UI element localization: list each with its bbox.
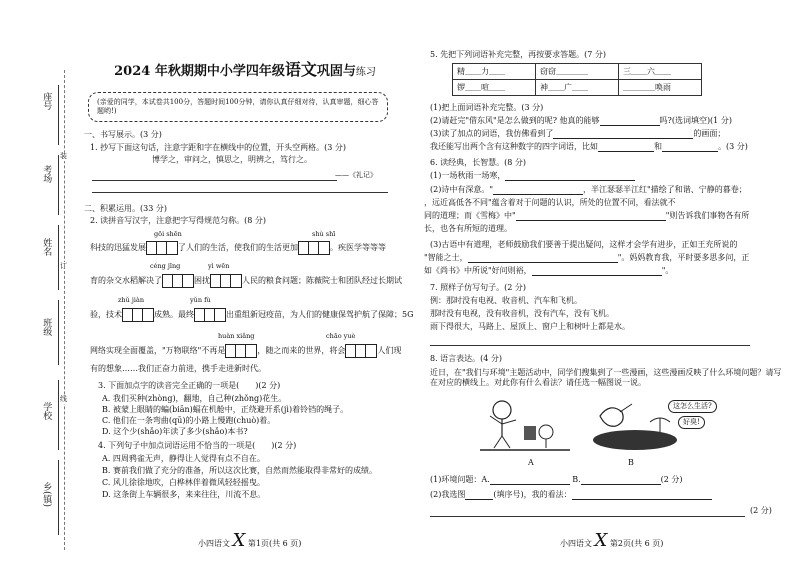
q8-blank-d[interactable]: [572, 499, 712, 500]
q2-row-5: 有的想象……我们正奋力前进，携手走进新时代。: [90, 364, 266, 373]
binding-sidebar: [0, 0, 80, 561]
q5-sub-3-c: 我还能写出两个含有这种数字的四字词语，比如: [430, 142, 598, 151]
q2-text-b1: 育的杂交水稻解决了: [90, 276, 162, 285]
q8-sub-2: [430, 490, 712, 500]
q2-prompt: 2. 读拼音写汉字，注意把字写得规范匀称。(8 分): [90, 216, 267, 225]
q6-blank-3[interactable]: [516, 220, 666, 221]
q6-sub-3-d: 如《尚书》中所说"好问则裕，: [424, 266, 532, 275]
q2-row-3: [90, 308, 413, 322]
q5-prompt: 5. 先把下列词语补充完整，再按要求答题。(7 分): [430, 50, 607, 59]
section-1-heading: 一、书写展示。(3 分): [84, 130, 162, 139]
q2-box-4[interactable]: [210, 274, 242, 288]
q2-text-c3: 出重组新冠疫苗，为人们的健康保驾护航了保障；5G: [226, 310, 414, 319]
exam-notice: (亲爱的同学，本试卷共100分，答题时间100分钟，请你认真仔细对待，认真审题，细心答题哟!): [88, 92, 388, 122]
school-label: 学校: [41, 402, 52, 420]
q3-option-c[interactable]: C. 他们在一条弯曲(qū)的小路上慢跑(chuò)着。: [102, 416, 276, 425]
q6-sub-2-line2: [424, 198, 676, 208]
pinyin-3: céng jīng: [150, 262, 181, 270]
q8-sub-2-b: (填序号)，我的看法：: [493, 490, 572, 499]
q7-example-2: 那时没有电视，没有收音机，没有汽车，没有飞机。: [430, 309, 614, 318]
q4-option-d[interactable]: D. 这条街上车辆很多，来来往往，川流不息。: [102, 490, 266, 499]
q6-blank-4[interactable]: [468, 262, 618, 263]
q2-text-a1: 科技的迅猛发展: [90, 243, 146, 252]
q6-sub-3: (3)古语中有道理，老师鼓励我们要善于提出疑问，这样才会学有进步，正如王充所说的: [430, 240, 738, 249]
q5-sub-2-a: (2)请赶完"借东风"是怎么做到的呢? 他真的能够: [430, 116, 600, 125]
q2-box-2[interactable]: [298, 241, 330, 255]
q2-row-1: [90, 241, 386, 255]
q5-sub-2: [430, 116, 732, 126]
footer-2-pre: 小四语文: [560, 539, 592, 548]
q5-cell-2[interactable]: 窃窃＿＿＿＿: [536, 64, 619, 80]
footer-1-pre: 小四语文: [198, 539, 230, 548]
q2-text-b2: 困扰: [194, 276, 210, 285]
q5-sub-3: [430, 129, 725, 139]
q4-option-c[interactable]: C. 风儿徐徐地吹，白桦林伴着微风轻轻摇曳。: [102, 478, 265, 487]
seat-number-label: 座号: [41, 92, 52, 110]
q6-prompt: 6. 读经典，长智慧。(8 分): [430, 158, 527, 167]
q6-blank-2[interactable]: [493, 194, 583, 195]
q7-prompt: 7. 照样子仿写句子。(2 分): [430, 283, 527, 292]
name-label: 姓名: [41, 238, 52, 256]
pinyin-1: gōi shēn: [154, 230, 182, 238]
q6-sub-2: [430, 185, 747, 195]
q6-sub-2-a: (2)诗中有深意。": [430, 185, 494, 194]
q8-sub-2-score: (2 分): [750, 506, 772, 515]
seat-number-line[interactable]: [58, 85, 59, 145]
fold-char-3: 线: [60, 395, 67, 403]
q2-row-4: [90, 344, 401, 358]
q2-box-8[interactable]: [345, 344, 377, 358]
cartoon-a-label: A: [528, 458, 534, 467]
township-line[interactable]: [58, 460, 59, 535]
fold-line: [64, 70, 65, 550]
q1-quote: 博学之，审问之，慎思之，明辨之，笃行之。: [152, 155, 312, 164]
q7-example: 例：那时没有电视、收音机、汽车和飞机。: [430, 296, 582, 305]
q8-sub-1-b: B.: [572, 475, 581, 484]
title-subject: 语文: [284, 60, 317, 79]
q7-answer-line[interactable]: [430, 345, 750, 346]
q5-sub-3-e: 。(3 分): [718, 142, 748, 151]
q6-blank-1[interactable]: [505, 180, 635, 181]
page-2: [420, 0, 790, 561]
pinyin-7: huàn xiǎng: [218, 332, 255, 340]
q6-sub-3-line2: [424, 253, 749, 263]
footer-1-mark: X: [232, 530, 246, 551]
q4-options: [102, 454, 392, 502]
q2-text-a3: 。疾医学等等等: [330, 243, 386, 252]
q2-text-c2: 成熟。最终: [154, 310, 194, 319]
footer-1-post: 第1页(共 6 页): [247, 539, 302, 548]
q1-prompt: 1. 抄写下面这句话，注意字距和字在横线中的位置，开头空两格。(3 分): [90, 143, 347, 152]
q5-table: [452, 63, 702, 96]
q2-text-d1: 网络实现全面覆盖，"万物联络"不再是: [90, 346, 226, 355]
q8-blank-b[interactable]: [581, 484, 661, 485]
q5-sub-2-b: 吗?(选词填空)(1 分): [659, 116, 732, 125]
q5-cell-4[interactable]: 锣＿＿喧＿＿: [453, 80, 536, 96]
exam-title: [100, 60, 390, 80]
q2-text-d3: 人们现: [377, 346, 402, 355]
q5-sub-3-d: 和: [654, 142, 662, 151]
q2-row-2: [90, 274, 402, 288]
q2-box-7[interactable]: [225, 344, 257, 358]
q5-cell-6[interactable]: ＿＿＿＿唤雨: [619, 80, 702, 96]
title-small: 练习: [355, 67, 376, 78]
cartoon-b-bubble-1: 这怎么生活?: [668, 400, 717, 413]
q6-sub-2-c: ，远近高低各不同"蕴含着对于问题的认识，所处的位置不同，看法就不: [424, 198, 676, 207]
q2-text-a2: 了人们的生活，使我们的生活更加: [178, 243, 298, 252]
page-1: [80, 0, 414, 561]
q6-blank-5[interactable]: [532, 275, 662, 276]
q2-text-d2: ，随之而来的世界，将会: [257, 346, 346, 355]
q3-options: [102, 394, 392, 438]
cartoon-b-bubble-2: 好臭!: [678, 416, 705, 429]
q5-cell-1[interactable]: 精＿＿力＿＿: [453, 64, 536, 80]
township-label: 乡(镇): [41, 482, 52, 508]
q4-option-b[interactable]: B. 赛前我们做了充分的准备，所以这次比赛，自然而然能取得非常好的成绩。: [102, 466, 377, 475]
pinyin-6: yǔn fù: [190, 296, 211, 304]
q2-box-3[interactable]: [162, 274, 194, 288]
q7-task: 雨下得很大，马路上、屋顶上、窗户上和树叶上都是水。: [430, 322, 630, 331]
fold-char-2: 订: [60, 262, 67, 270]
q5-sub-3-a: (3)读了加点的词语，我仿佛看到了: [430, 129, 554, 138]
q3-option-a[interactable]: A. 我们买种(zhòng)，翻地，自己种(zhǒng)花生。: [102, 394, 287, 403]
q8-prompt: 8. 语言表达。(4 分): [430, 354, 503, 363]
exam-room-line[interactable]: [58, 155, 59, 215]
q4-prompt: 4. 下列句子中加点词语运用不恰当的一项是( )(2 分): [98, 441, 297, 450]
q1-line-1[interactable]: [92, 180, 337, 181]
q6-sub-2-line3: [424, 211, 749, 221]
q8-text: 近日，在"我们与环境"主题活动中，同学们搜集到了一些漫画，这些漫画反映了什么环境问题？请写在对应的横线上。对此你有什么看法？请任选一幅图说一说。: [430, 368, 782, 387]
q2-box-1[interactable]: [146, 241, 178, 255]
q8-sub-1: [430, 475, 683, 485]
pinyin-4: yì wēn: [208, 262, 230, 270]
q6-sub-2-e: "则告诉我们事物各有所: [665, 211, 750, 220]
q5-blank-3[interactable]: [598, 151, 654, 152]
page-1-footer: [198, 530, 301, 553]
footer-2-mark: X: [594, 530, 608, 551]
q1-source: ——《礼记》: [335, 171, 377, 179]
q5-blank-4[interactable]: [662, 151, 718, 152]
class-label: 班级: [41, 318, 52, 336]
fold-char-1: 装: [60, 152, 67, 160]
q3-prompt: 3. 下面加点字的读音完全正确的一项是( )(2 分): [98, 381, 281, 390]
footer-2-post: 第2页(共 6 页): [609, 539, 664, 548]
q2-text-c1: 验，技术: [90, 310, 122, 319]
q1-line-2[interactable]: [92, 192, 388, 193]
q6-sub-2-b: ，半江瑟瑟半江红"描绘了和谐、宁静的暮卷；: [583, 185, 747, 194]
q8-sub-2-a: (2)我选图: [430, 490, 466, 499]
cartoon-a: [480, 396, 570, 452]
school-line[interactable]: [58, 380, 59, 450]
q5-cell-5[interactable]: 神＿＿广＿＿: [536, 80, 619, 96]
q8-blank-c[interactable]: [465, 499, 493, 500]
q5-blank-1[interactable]: [600, 125, 660, 126]
pinyin-2: shù shī: [312, 230, 336, 238]
pinyin-8: chāo yuè: [326, 332, 356, 340]
pinyin-5: zhǔ jiàn: [118, 296, 145, 304]
exam-room-label: 考场: [41, 165, 52, 183]
q5-blank-2[interactable]: [553, 138, 693, 139]
q6-sub-3-line3: 如《尚书》中所说"好问则裕， "。: [424, 266, 674, 275]
page-2-footer: [560, 530, 663, 553]
q2-box-5[interactable]: [122, 308, 154, 322]
q5-sub-1: (1)把上面词语补充完整。(3 分): [430, 103, 544, 112]
q6-sub-2-line4: 长，也各有所短的道理。: [424, 224, 512, 233]
q3-option-b[interactable]: B. 被蒙上眼睛的蝙(biān)蝠在机舱中，正绕避开系(jì)着铃铛的绳子。: [102, 405, 349, 414]
q5-sub-3-cont: [430, 142, 748, 152]
q2-text-b3: 人民的粮食问题；陈薇院士和团队经过长期试: [242, 276, 402, 285]
class-line[interactable]: [58, 300, 59, 365]
name-line[interactable]: [58, 225, 59, 290]
q6-sub-1: [430, 171, 635, 181]
title-suffix: 巩固与: [316, 64, 356, 79]
q3-option-d[interactable]: D. 这个少(shǎo)年读了多少(shǎo)本书?: [102, 427, 248, 436]
q6-sub-2-d: 同的道理；而《雪梅》中": [424, 211, 516, 220]
q2-box-6[interactable]: [194, 308, 226, 322]
q5-cell-3[interactable]: 三＿＿六＿＿: [619, 64, 702, 80]
section-2-heading: 二、积累运用。(33 分): [84, 204, 167, 213]
q6-sub-3-c: "。妈妈教育我，平时要多思多问，正: [617, 253, 750, 262]
q8-sub-1-c: (2 分): [660, 475, 683, 484]
q8-blank-a[interactable]: [490, 484, 570, 485]
q6-sub-3-b: "智能之士，: [424, 253, 468, 262]
q5-sub-3-b: 的画面；: [693, 129, 726, 138]
title-prefix: 2024 年秋期期中小学四年级: [114, 64, 285, 79]
q8-sub-1-a: (1)环境问题：A.: [430, 475, 490, 484]
q8-answer-line[interactable]: [430, 516, 745, 517]
cartoon-b-label: B: [628, 458, 634, 467]
q4-option-a[interactable]: A. 四周鸦雀无声，静得让人觉得有点不自在。: [102, 454, 265, 463]
q6-sub-1-text: (1)一场秋雨一场寒，: [430, 171, 506, 180]
